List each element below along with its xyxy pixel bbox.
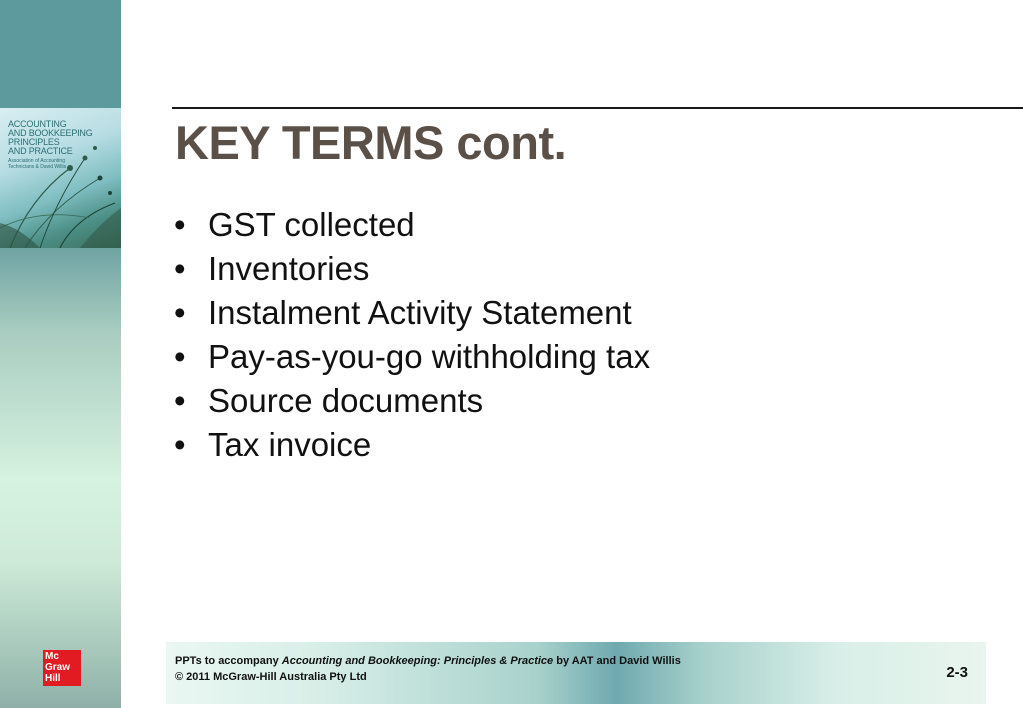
key-terms-list [172, 203, 650, 467]
footer-attribution: PPTs to accompany Accounting and Bookkeeping: Principles & Practice by AAT and David Willis [175, 655, 681, 667]
bullet-icon: • [174, 382, 186, 419]
footer-copyright: © 2011 McGraw-Hill Australia Pty Ltd [175, 671, 367, 683]
bullet-icon: • [174, 294, 186, 331]
footer-book-title: Accounting and Bookkeeping: Principles & Practice [281, 655, 554, 667]
list-item [172, 379, 650, 423]
slide-footer [166, 642, 986, 704]
list-item-text: GST collected [208, 206, 415, 243]
list-item-text: Instalment Activity Statement [208, 294, 632, 331]
bullet-icon: • [174, 338, 186, 375]
book-cover-title: ACCOUNTING AND BOOKKEEPING PRINCIPLES AND PRACTICE [8, 119, 93, 156]
list-item [172, 247, 650, 291]
list-item-text: Pay-as-you-go withholding tax [208, 338, 651, 375]
list-item [172, 203, 650, 247]
book-cover-subtitle: Association of Accounting Technicians & David Willis [8, 158, 67, 170]
list-item-text: Tax invoice [208, 426, 372, 463]
left-sidebar-strip [0, 0, 121, 708]
slide-title: KEY TERMS cont. [175, 116, 567, 169]
list-item [172, 335, 650, 379]
list-item-text: Inventories [208, 250, 370, 287]
book-cover-image [0, 108, 121, 248]
title-divider [172, 107, 1023, 109]
mcgraw-hill-logo: Mc Graw Hill [43, 650, 81, 686]
bullet-icon: • [174, 250, 186, 287]
bullet-icon: • [174, 426, 186, 463]
list-item-text: Source documents [208, 382, 484, 419]
page-number: 2-3 [946, 664, 968, 681]
list-item [172, 291, 650, 335]
list-item [172, 423, 650, 467]
bullet-icon: • [174, 206, 186, 243]
